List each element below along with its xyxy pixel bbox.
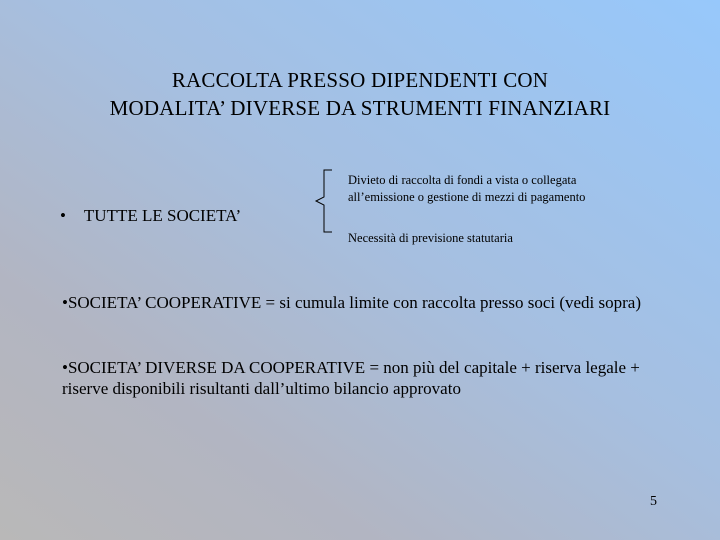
title-line-2: MODALITA’ DIVERSE DA STRUMENTI FINANZIARI — [109, 96, 611, 120]
note-statutory: Necessità di previsione statutaria — [348, 231, 513, 245]
brace-icon — [312, 168, 336, 234]
bullet-dot: • — [60, 206, 66, 225]
page-number: 5 — [650, 494, 657, 509]
note-prohibition — [348, 172, 585, 206]
title-line-1: RACCOLTA PRESSO DIPENDENTI CON — [171, 68, 549, 92]
bullet-all-companies-label: TUTTE LE SOCIETA’ — [83, 206, 242, 225]
note-prohibition-line-2: all’emissione o gestione di mezzi di pagamento — [348, 190, 586, 204]
slide-title — [40, 66, 680, 122]
note-prohibition-line-1: Divieto di raccolta di fondi a vista o collegata — [348, 173, 577, 187]
bullet-all-companies — [60, 206, 241, 226]
paragraph-cooperatives: •SOCIETA’ COOPERATIVE = si cumula limite con raccolta presso soci (vedi sopra) — [62, 293, 641, 312]
paragraph-non-cooperatives: •SOCIETA’ DIVERSE DA COOPERATIVE = non più del capitale + riserva legale + riserve disponibili risultanti dall’ultimo bilancio approvato — [62, 358, 640, 398]
